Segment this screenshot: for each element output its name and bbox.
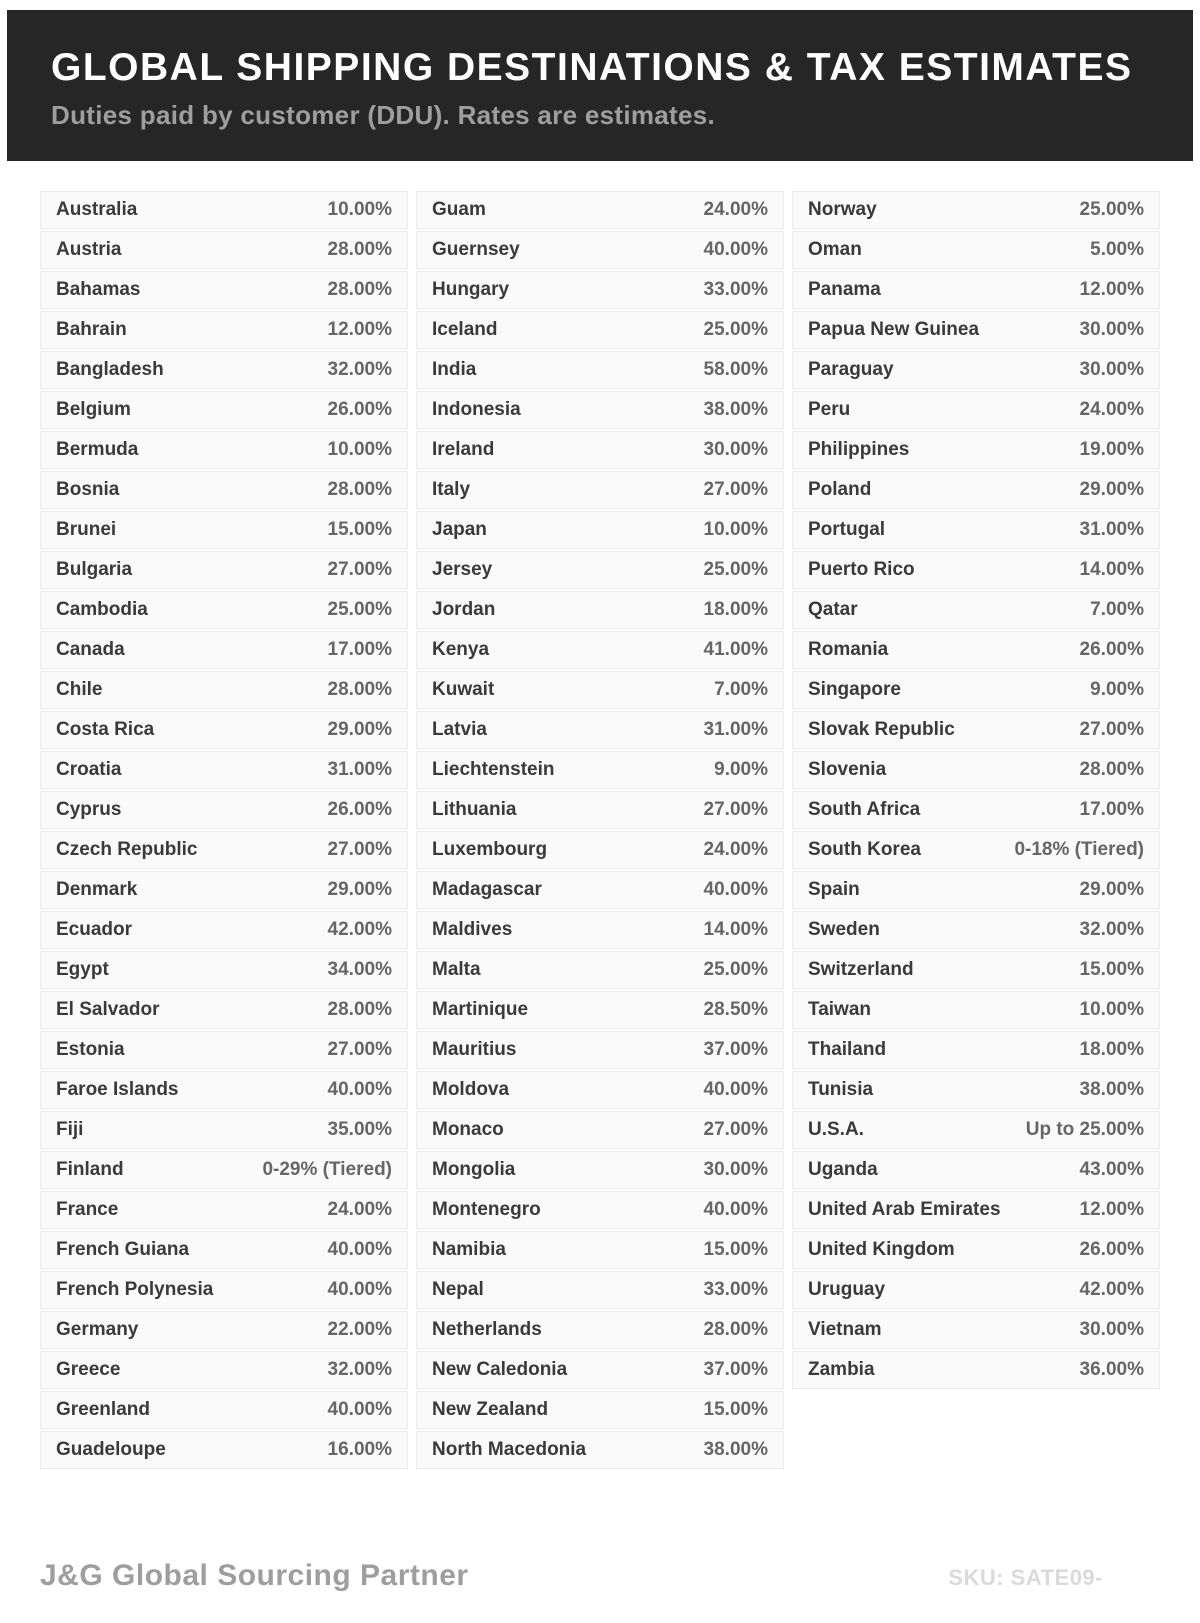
tax-rate: 30.00% [1079, 1319, 1144, 1340]
country-name: Austria [56, 239, 122, 260]
tax-rate: 27.00% [703, 799, 768, 820]
tax-rate: 42.00% [327, 919, 392, 940]
table-row [40, 391, 408, 429]
table-row [792, 911, 1160, 949]
brand-name: J&G Global Sourcing Partner [40, 1559, 469, 1592]
table-row [40, 311, 408, 349]
table-row [40, 1231, 408, 1269]
table-row [40, 1111, 408, 1149]
tax-rate: 0-29% (Tiered) [262, 1159, 392, 1180]
tax-rate-table [40, 191, 1160, 1471]
country-name: Greenland [56, 1399, 150, 1420]
country-name: Maldives [432, 919, 513, 940]
tax-rate: 32.00% [327, 1359, 392, 1380]
table-row [416, 1271, 784, 1309]
country-name: Iceland [432, 319, 498, 340]
table-row [792, 871, 1160, 909]
tax-rate: 38.00% [703, 1439, 768, 1460]
country-name: Papua New Guinea [808, 319, 980, 340]
tax-rate: 27.00% [703, 479, 768, 500]
country-name: French Guiana [56, 1239, 190, 1260]
tax-rate: 31.00% [327, 759, 392, 780]
table-row [40, 351, 408, 389]
tax-rate: 40.00% [703, 239, 768, 260]
country-name: United Kingdom [808, 1239, 955, 1260]
table-row [792, 831, 1160, 869]
table-row [416, 991, 784, 1029]
country-name: United Arab Emirates [808, 1199, 1001, 1220]
tax-rate: 17.00% [1079, 799, 1144, 820]
page-title: GLOBAL SHIPPING DESTINATIONS & TAX ESTIMATES [51, 46, 1133, 89]
table-row [40, 871, 408, 909]
tax-rate: 5.00% [1090, 239, 1144, 260]
tax-rate: 28.00% [327, 279, 392, 300]
tax-rate: 37.00% [703, 1359, 768, 1380]
table-row [416, 671, 784, 709]
country-name: Bermuda [56, 439, 139, 460]
country-name: Bosnia [56, 479, 120, 500]
table-row [416, 791, 784, 829]
tax-rate: 40.00% [327, 1239, 392, 1260]
table-row [40, 791, 408, 829]
table-row [792, 1231, 1160, 1269]
table-row [40, 231, 408, 269]
country-name: Bahamas [56, 279, 141, 300]
country-name: Latvia [432, 719, 487, 740]
country-name: Namibia [432, 1239, 506, 1260]
table-row [792, 1151, 1160, 1189]
country-name: Poland [808, 479, 872, 500]
table-row [792, 191, 1160, 229]
country-name: Slovak Republic [808, 719, 955, 740]
tax-rate: 31.00% [1079, 519, 1144, 540]
tax-rate: 33.00% [703, 1279, 768, 1300]
tax-rate: 38.00% [703, 399, 768, 420]
tax-rate: 17.00% [327, 639, 392, 660]
table-row [416, 511, 784, 549]
country-name: North Macedonia [432, 1439, 587, 1460]
tax-rate: 29.00% [1079, 879, 1144, 900]
country-name: Philippines [808, 439, 910, 460]
table-row [40, 1271, 408, 1309]
table-row [416, 911, 784, 949]
country-name: Romania [808, 639, 889, 660]
table-row [792, 391, 1160, 429]
tax-rate: 30.00% [1079, 359, 1144, 380]
tax-rate: 18.00% [1079, 1039, 1144, 1060]
table-row [792, 471, 1160, 509]
country-name: Portugal [808, 519, 886, 540]
country-name: Kuwait [432, 679, 495, 700]
tax-rate: 27.00% [327, 839, 392, 860]
country-name: Jersey [432, 559, 493, 580]
table-row [792, 1191, 1160, 1229]
tax-rate: 9.00% [714, 759, 768, 780]
table-row [416, 311, 784, 349]
tax-rate: 41.00% [703, 639, 768, 660]
table-row [40, 631, 408, 669]
country-name: Spain [808, 879, 860, 900]
tax-rate: 26.00% [1079, 1239, 1144, 1260]
table-row [792, 271, 1160, 309]
tax-rate: 30.00% [703, 439, 768, 460]
country-name: Cambodia [56, 599, 148, 620]
table-row [792, 431, 1160, 469]
tax-rate: 25.00% [703, 559, 768, 580]
country-name: Peru [808, 399, 851, 420]
table-column-3 [792, 191, 1160, 1391]
country-name: Japan [432, 519, 487, 540]
table-row [40, 951, 408, 989]
table-row [40, 1031, 408, 1069]
table-row [792, 1311, 1160, 1349]
table-column-1 [40, 191, 408, 1471]
table-row [40, 471, 408, 509]
tax-rate: 27.00% [703, 1119, 768, 1140]
country-name: Mauritius [432, 1039, 517, 1060]
table-row [792, 791, 1160, 829]
tax-rate: 43.00% [1079, 1159, 1144, 1180]
country-name: India [432, 359, 477, 380]
tax-rate: 15.00% [703, 1399, 768, 1420]
country-name: Madagascar [432, 879, 542, 900]
tax-rate: 40.00% [327, 1079, 392, 1100]
country-name: Sweden [808, 919, 880, 940]
country-name: U.S.A. [808, 1119, 864, 1140]
tax-rate: 30.00% [703, 1159, 768, 1180]
table-row [416, 1311, 784, 1349]
country-name: South Korea [808, 839, 921, 860]
country-name: Greece [56, 1359, 121, 1380]
country-name: Lithuania [432, 799, 517, 820]
country-name: Hungary [432, 279, 510, 300]
table-row [792, 951, 1160, 989]
table-row [792, 711, 1160, 749]
tax-rate: 26.00% [327, 399, 392, 420]
country-name: Italy [432, 479, 471, 500]
tax-rate: 26.00% [327, 799, 392, 820]
country-name: Tunisia [808, 1079, 874, 1100]
table-row [40, 991, 408, 1029]
table-row [40, 1431, 408, 1469]
tax-rate: 9.00% [1090, 679, 1144, 700]
country-name: French Polynesia [56, 1279, 214, 1300]
table-row [416, 351, 784, 389]
table-row [416, 951, 784, 989]
table-row [416, 471, 784, 509]
table-row [40, 711, 408, 749]
country-name: Croatia [56, 759, 122, 780]
tax-rate: 38.00% [1079, 1079, 1144, 1100]
country-name: Faroe Islands [56, 1079, 179, 1100]
table-row [792, 1271, 1160, 1309]
tax-rate: 18.00% [703, 599, 768, 620]
tax-rate: 33.00% [703, 279, 768, 300]
tax-rate: 25.00% [703, 959, 768, 980]
country-name: Bahrain [56, 319, 127, 340]
tax-rate: 10.00% [327, 199, 392, 220]
tax-rate: 37.00% [703, 1039, 768, 1060]
country-name: Monaco [432, 1119, 504, 1140]
tax-rate: 24.00% [703, 199, 768, 220]
table-row [416, 871, 784, 909]
country-name: Puerto Rico [808, 559, 915, 580]
table-row [792, 511, 1160, 549]
country-name: New Caledonia [432, 1359, 568, 1380]
table-row [792, 231, 1160, 269]
table-row [40, 1191, 408, 1229]
table-row [40, 1351, 408, 1389]
country-name: Guernsey [432, 239, 520, 260]
table-row [792, 751, 1160, 789]
country-name: Panama [808, 279, 881, 300]
table-row [792, 591, 1160, 629]
country-name: Uruguay [808, 1279, 886, 1300]
table-row [40, 831, 408, 869]
country-name: Mongolia [432, 1159, 516, 1180]
country-name: Brunei [56, 519, 117, 540]
tax-rate: 25.00% [1079, 199, 1144, 220]
sku-label: SKU: SATE09- [948, 1565, 1103, 1590]
tax-rate: 12.00% [1079, 1199, 1144, 1220]
tax-rate: 7.00% [1090, 599, 1144, 620]
country-name: Indonesia [432, 399, 521, 420]
country-name: Taiwan [808, 999, 871, 1020]
tax-rate: 28.00% [1079, 759, 1144, 780]
table-row [416, 431, 784, 469]
country-name: Nepal [432, 1279, 484, 1300]
country-name: Vietnam [808, 1319, 882, 1340]
country-name: Costa Rica [56, 719, 155, 740]
table-row [40, 1391, 408, 1429]
table-row [792, 1031, 1160, 1069]
table-column-2 [416, 191, 784, 1471]
tax-rate: 35.00% [327, 1119, 392, 1140]
tax-rate: 28.00% [327, 239, 392, 260]
tax-rate: 24.00% [1079, 399, 1144, 420]
tax-rate: 32.00% [1079, 919, 1144, 940]
tax-rate: 27.00% [327, 559, 392, 580]
country-name: South Africa [808, 799, 921, 820]
country-name: Ecuador [56, 919, 133, 940]
tax-rate: 7.00% [714, 679, 768, 700]
tax-rate: 30.00% [1079, 319, 1144, 340]
table-row [416, 1431, 784, 1469]
tax-rate: 0-18% (Tiered) [1014, 839, 1144, 860]
table-row [792, 1111, 1160, 1149]
country-name: Egypt [56, 959, 109, 980]
country-name: Uganda [808, 1159, 878, 1180]
table-row [416, 831, 784, 869]
tax-rate: 27.00% [1079, 719, 1144, 740]
tax-rate: 24.00% [703, 839, 768, 860]
table-row [416, 631, 784, 669]
table-row [792, 671, 1160, 709]
table-row [416, 1231, 784, 1269]
tax-rate: 40.00% [703, 1079, 768, 1100]
table-row [40, 551, 408, 589]
country-name: Guadeloupe [56, 1439, 166, 1460]
country-name: Netherlands [432, 1319, 542, 1340]
country-name: Montenegro [432, 1199, 541, 1220]
country-name: Martinique [432, 999, 529, 1020]
country-name: Bulgaria [56, 559, 133, 580]
table-row [416, 711, 784, 749]
country-name: Finland [56, 1159, 124, 1180]
table-row [416, 1111, 784, 1149]
table-row [792, 351, 1160, 389]
country-name: New Zealand [432, 1399, 549, 1420]
country-name: Qatar [808, 599, 858, 620]
table-row [416, 191, 784, 229]
tax-rate: 10.00% [1079, 999, 1144, 1020]
tax-rate: 12.00% [327, 319, 392, 340]
tax-rate: 12.00% [1079, 279, 1144, 300]
country-name: Moldova [432, 1079, 510, 1100]
tax-rate: 29.00% [1079, 479, 1144, 500]
country-name: Switzerland [808, 959, 914, 980]
table-row [40, 591, 408, 629]
country-name: Thailand [808, 1039, 887, 1060]
country-name: Zambia [808, 1359, 875, 1380]
table-row [792, 551, 1160, 589]
table-row [416, 551, 784, 589]
table-row [416, 391, 784, 429]
header-banner [7, 10, 1193, 161]
table-row [40, 431, 408, 469]
tax-rate: 16.00% [327, 1439, 392, 1460]
tax-rate: 29.00% [327, 719, 392, 740]
country-name: Belgium [56, 399, 131, 420]
country-name: Chile [56, 679, 103, 700]
tax-rate: 19.00% [1079, 439, 1144, 460]
table-row [40, 1311, 408, 1349]
page-subtitle: Duties paid by customer (DDU). Rates are estimates. [51, 100, 716, 130]
country-name: Luxembourg [432, 839, 548, 860]
tax-rate: 10.00% [703, 519, 768, 540]
table-row [40, 671, 408, 709]
country-name: Fiji [56, 1119, 84, 1140]
tax-rate: 28.00% [327, 479, 392, 500]
tax-rate: 14.00% [1079, 559, 1144, 580]
tax-rate: 42.00% [1079, 1279, 1144, 1300]
footer [40, 1559, 1160, 1623]
country-name: Guam [432, 199, 486, 220]
tax-rate: 24.00% [327, 1199, 392, 1220]
country-name: Liechtenstein [432, 759, 555, 780]
tax-rate: 15.00% [1079, 959, 1144, 980]
tax-rate: 58.00% [703, 359, 768, 380]
table-row [40, 911, 408, 949]
table-row [792, 991, 1160, 1029]
tax-rate: Up to 25.00% [1025, 1119, 1144, 1140]
table-row [416, 231, 784, 269]
tax-rate: 27.00% [327, 1039, 392, 1060]
country-name: Kenya [432, 639, 490, 660]
table-row [40, 1151, 408, 1189]
country-name: Oman [808, 239, 862, 260]
country-name: Czech Republic [56, 839, 198, 860]
tax-rate: 28.00% [703, 1319, 768, 1340]
country-name: Malta [432, 959, 481, 980]
country-name: Australia [56, 199, 138, 220]
country-name: Slovenia [808, 759, 887, 780]
tax-rate: 40.00% [327, 1279, 392, 1300]
country-name: Cyprus [56, 799, 122, 820]
tax-rate: 40.00% [327, 1399, 392, 1420]
tax-rate: 28.50% [703, 999, 768, 1020]
tax-rate: 32.00% [327, 359, 392, 380]
table-row [416, 1151, 784, 1189]
table-row [792, 631, 1160, 669]
tax-rate: 40.00% [703, 1199, 768, 1220]
tax-rate: 28.00% [327, 999, 392, 1020]
table-row [416, 591, 784, 629]
table-row [416, 1351, 784, 1389]
table-row [792, 1071, 1160, 1109]
country-name: Canada [56, 639, 125, 660]
table-row [40, 1071, 408, 1109]
country-name: Germany [56, 1319, 139, 1340]
table-row [416, 1391, 784, 1429]
table-row [416, 751, 784, 789]
country-name: El Salvador [56, 999, 160, 1020]
country-name: Norway [808, 199, 877, 220]
tax-rate: 15.00% [327, 519, 392, 540]
tax-rate: 25.00% [327, 599, 392, 620]
table-row [416, 1031, 784, 1069]
table-row [40, 751, 408, 789]
country-name: Ireland [432, 439, 495, 460]
country-name: Denmark [56, 879, 138, 900]
country-name: Paraguay [808, 359, 894, 380]
tax-rate: 28.00% [327, 679, 392, 700]
tax-rate: 29.00% [327, 879, 392, 900]
country-name: Estonia [56, 1039, 125, 1060]
tax-rate: 40.00% [703, 879, 768, 900]
tax-rate: 10.00% [327, 439, 392, 460]
table-row [416, 1071, 784, 1109]
table-row [416, 1191, 784, 1229]
tax-rate: 34.00% [327, 959, 392, 980]
table-row [416, 271, 784, 309]
country-name: Singapore [808, 679, 901, 700]
table-row [792, 1351, 1160, 1389]
country-name: Bangladesh [56, 359, 164, 380]
table-row [40, 191, 408, 229]
tax-rate: 15.00% [703, 1239, 768, 1260]
country-name: Jordan [432, 599, 496, 620]
table-row [40, 511, 408, 549]
tax-rate: 25.00% [703, 319, 768, 340]
table-row [40, 271, 408, 309]
country-name: France [56, 1199, 119, 1220]
tax-rate: 22.00% [327, 1319, 392, 1340]
tax-rate: 31.00% [703, 719, 768, 740]
tax-rate: 36.00% [1079, 1359, 1144, 1380]
tax-rate: 14.00% [703, 919, 768, 940]
table-row [792, 311, 1160, 349]
tax-rate: 26.00% [1079, 639, 1144, 660]
